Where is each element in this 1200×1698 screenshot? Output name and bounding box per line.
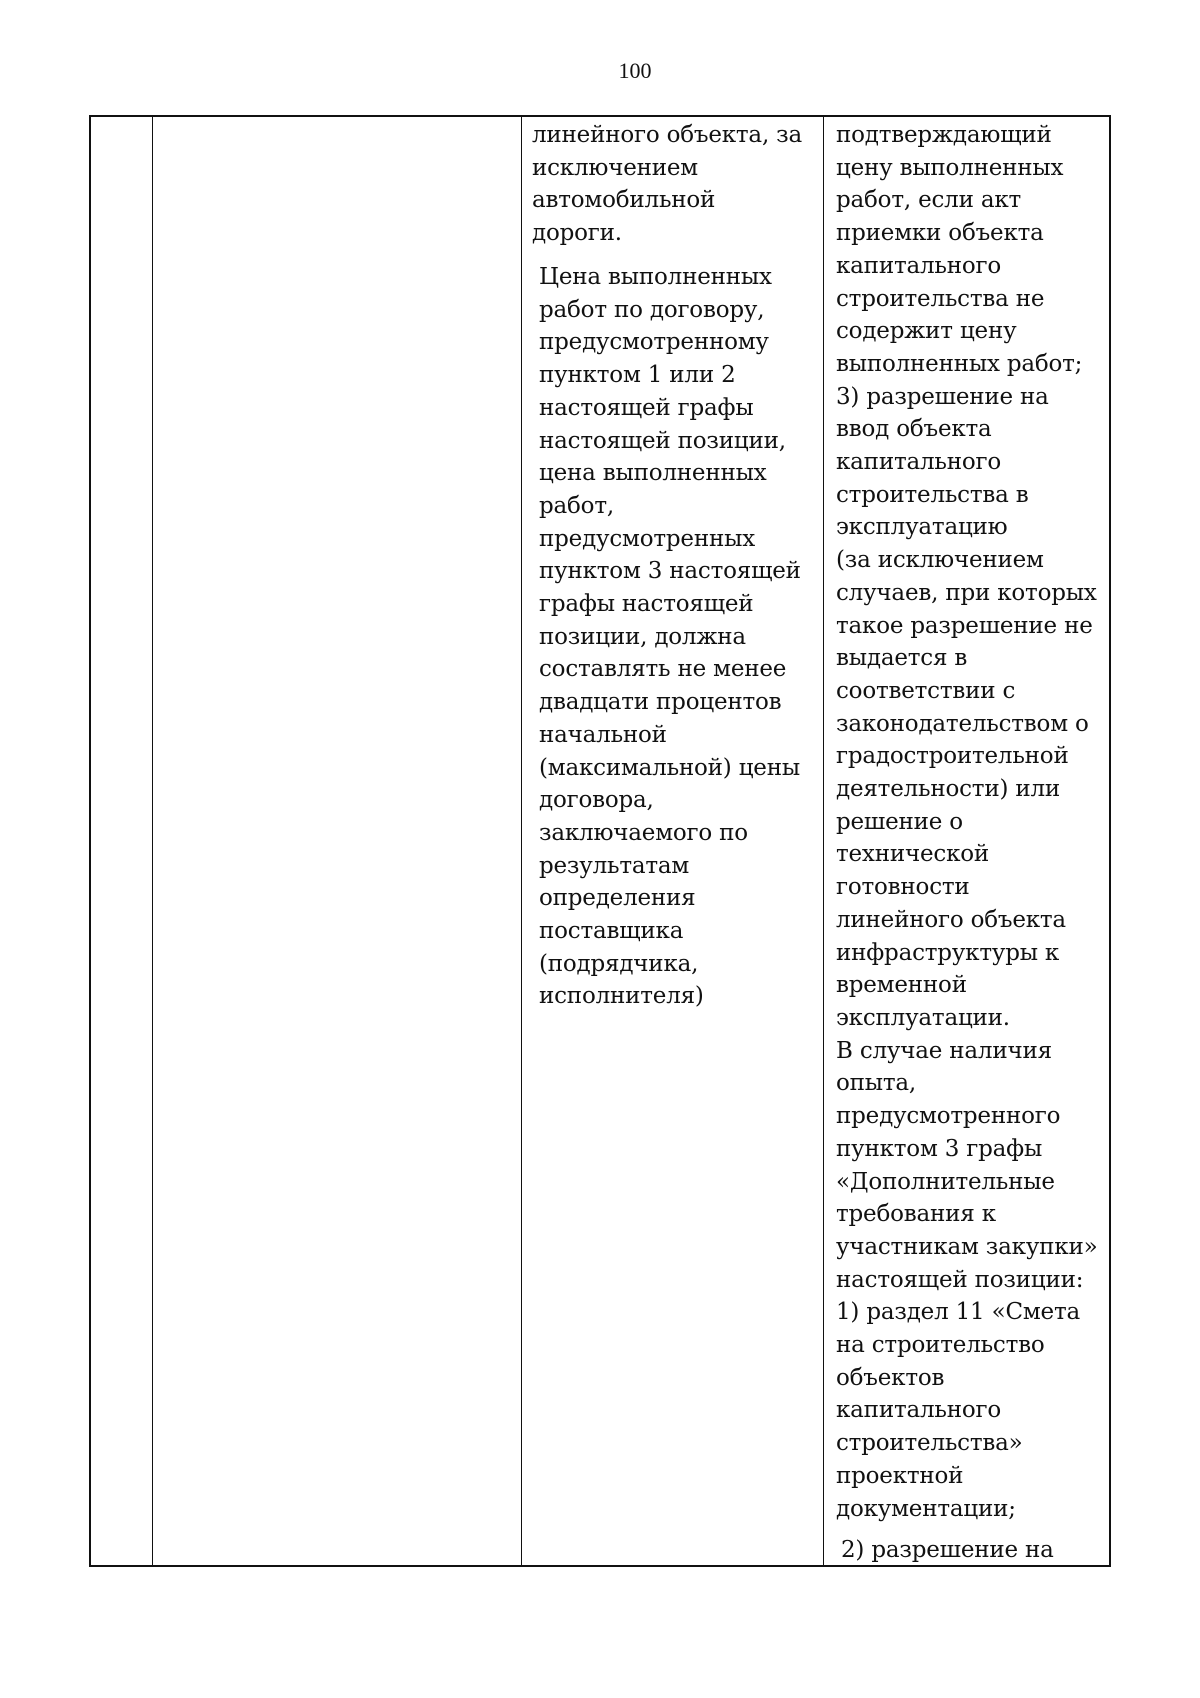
requirements-top-paragraph: линейного объекта, за исключением автомобильной дороги. (532, 122, 803, 247)
requirements-table (89, 115, 1111, 1567)
table-column-name (153, 117, 522, 1565)
table-column-number (91, 117, 153, 1565)
page-number: 100 (618, 58, 652, 83)
table-column-documents (824, 117, 1111, 1565)
documents-main-paragraph: подтверждающий цену выполненных работ, если акт приемки объекта капитального строительства не содержит цену выполненных работ; 3) разрешение на ввод объекта капитального строительства в эксплуатацию (за исключением случаев, при которых такое разрешение не выдается в соответствии с законодательством о градостроительной деятельности) или решение о технической готовности линейного объекта инфраструктуры к временной эксплуатации. В случае наличия опыта, предусмотренного пунктом 3 графы «Дополнительные требования к участникам закупки» настоящей позиции: 1) раздел 11 «Смета на строительство объектов капитального строительства» проектной документации; (836, 122, 1098, 1522)
documents-bottom-paragraph: 2) разрешение на (841, 1537, 1054, 1563)
table-column-additional-requirements (522, 117, 824, 1565)
requirements-price-paragraph: Цена выполненных работ по договору, предусмотренному пунктом 1 или 2 настоящей графы настоящей позиции, цена выполненных работ, предусмотренных пунктом 3 настоящей графы настоящей позиции, должна составлять не менее двадцати процентов начальной (максимальной) цены договора, заключаемого по результатам определения поставщика (подрядчика, исполнителя) (539, 264, 801, 1010)
